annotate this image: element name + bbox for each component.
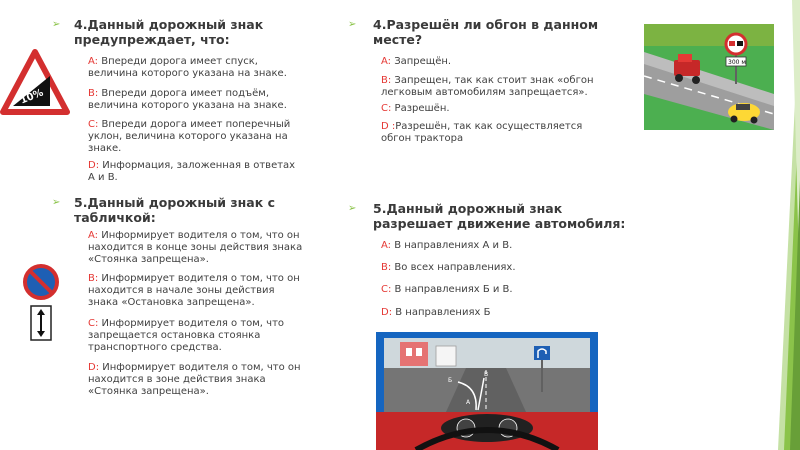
bullet-icon: ➢ [52, 197, 61, 208]
svg-text:В: В [484, 371, 489, 378]
no-parking-sign-with-plate [20, 264, 62, 352]
answer-a[interactable]: A: В направлениях А и В. [381, 240, 513, 251]
answer-d[interactable]: D: Информирует водителя о том, что он находится в зоне действия знака «Стоянка запрещена». [88, 362, 301, 397]
question-title: 5.Данный дорожный знак разрешает движение автомобиля: [373, 201, 626, 231]
answer-c[interactable]: C: Впереди дорога имеет поперечный уклон, величина которого указана на знаке. [88, 119, 291, 154]
decorative-edge [772, 0, 800, 450]
answer-d[interactable]: D: Информация, заложенная в ответах А и В. [88, 160, 296, 183]
answer-c[interactable]: C: В направлениях Б и В. [381, 284, 513, 295]
svg-text:300 м: 300 м [728, 59, 746, 66]
intersection-view-illustration [376, 332, 598, 450]
answer-b[interactable]: B: Впереди дорога имеет подъём, величина которого указана на знаке. [88, 88, 287, 111]
answer-a[interactable]: A: Впереди дорога имеет спуск, величина которого указана на знаке. [88, 56, 287, 79]
question-title: 4.Разрешён ли обгон в данном месте? [373, 17, 599, 47]
answer-c[interactable]: C: Разрешён. [381, 103, 450, 114]
answer-d[interactable]: D: В направлениях Б [381, 307, 491, 318]
answer-b[interactable]: B: Во всех направлениях. [381, 262, 516, 273]
answer-d[interactable]: D :Разрешён, так как осуществляется обгон трактора [381, 121, 583, 144]
answer-c[interactable]: C: Информирует водителя о том, что запрещается остановка стоянка транспортного средства. [88, 318, 285, 353]
answer-a[interactable]: A: Запрещён. [381, 56, 452, 67]
svg-text:10%: 10% [18, 87, 46, 107]
bullet-icon: ➢ [348, 19, 357, 30]
svg-text:А: А [466, 399, 471, 406]
overtaking-road-illustration [644, 24, 774, 130]
question-title: 5.Данный дорожный знак с табличкой: [74, 195, 275, 225]
svg-text:Б: Б [448, 377, 453, 384]
answer-a[interactable]: A: Информирует водителя о том, что он находится в конце зоны действия знака «Стоянка запрещена». [88, 230, 303, 265]
answer-b[interactable]: B: Информирует водителя о том, что он находится в начале зоны действия знака «Остановка запрещена». [88, 273, 300, 308]
question-title: 4.Данный дорожный знак предупреждает, что: [74, 17, 264, 47]
bullet-icon: ➢ [348, 203, 357, 214]
answer-b[interactable]: B: Запрещен, так как стоит знак «обгон легковым автомобилям запрещается». [381, 75, 594, 98]
steep-descent-sign [0, 48, 70, 118]
bullet-icon: ➢ [52, 19, 61, 30]
